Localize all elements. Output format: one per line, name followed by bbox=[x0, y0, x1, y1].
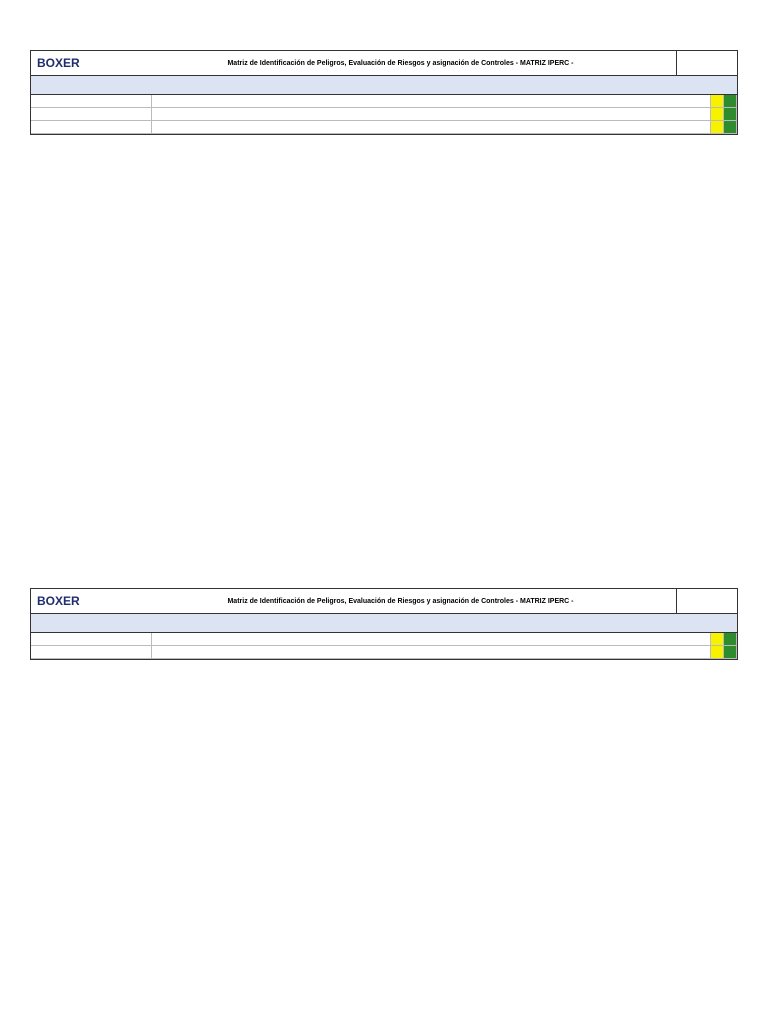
meta-box bbox=[676, 51, 737, 75]
sheet-header bbox=[30, 588, 738, 614]
info-band bbox=[30, 614, 738, 633]
sheet-1 bbox=[30, 50, 738, 135]
sheet-title: Matriz de Identificación de Peligros, Evaluación de Riesgos y asignación de Controles - MATRIZ IPERC - bbox=[227, 597, 574, 605]
sheet-header bbox=[30, 50, 738, 76]
meta-box bbox=[676, 589, 737, 613]
sheet-title: Matriz de Identificación de Peligros, Evaluación de Riesgos y asignación de Controles - MATRIZ IPERC - bbox=[227, 59, 574, 67]
sheet-2 bbox=[30, 588, 738, 660]
risk-table bbox=[30, 633, 738, 660]
logo: BOXER bbox=[37, 56, 80, 70]
logo: BOXER bbox=[37, 594, 80, 608]
info-band bbox=[30, 76, 738, 95]
risk-table bbox=[30, 95, 738, 135]
